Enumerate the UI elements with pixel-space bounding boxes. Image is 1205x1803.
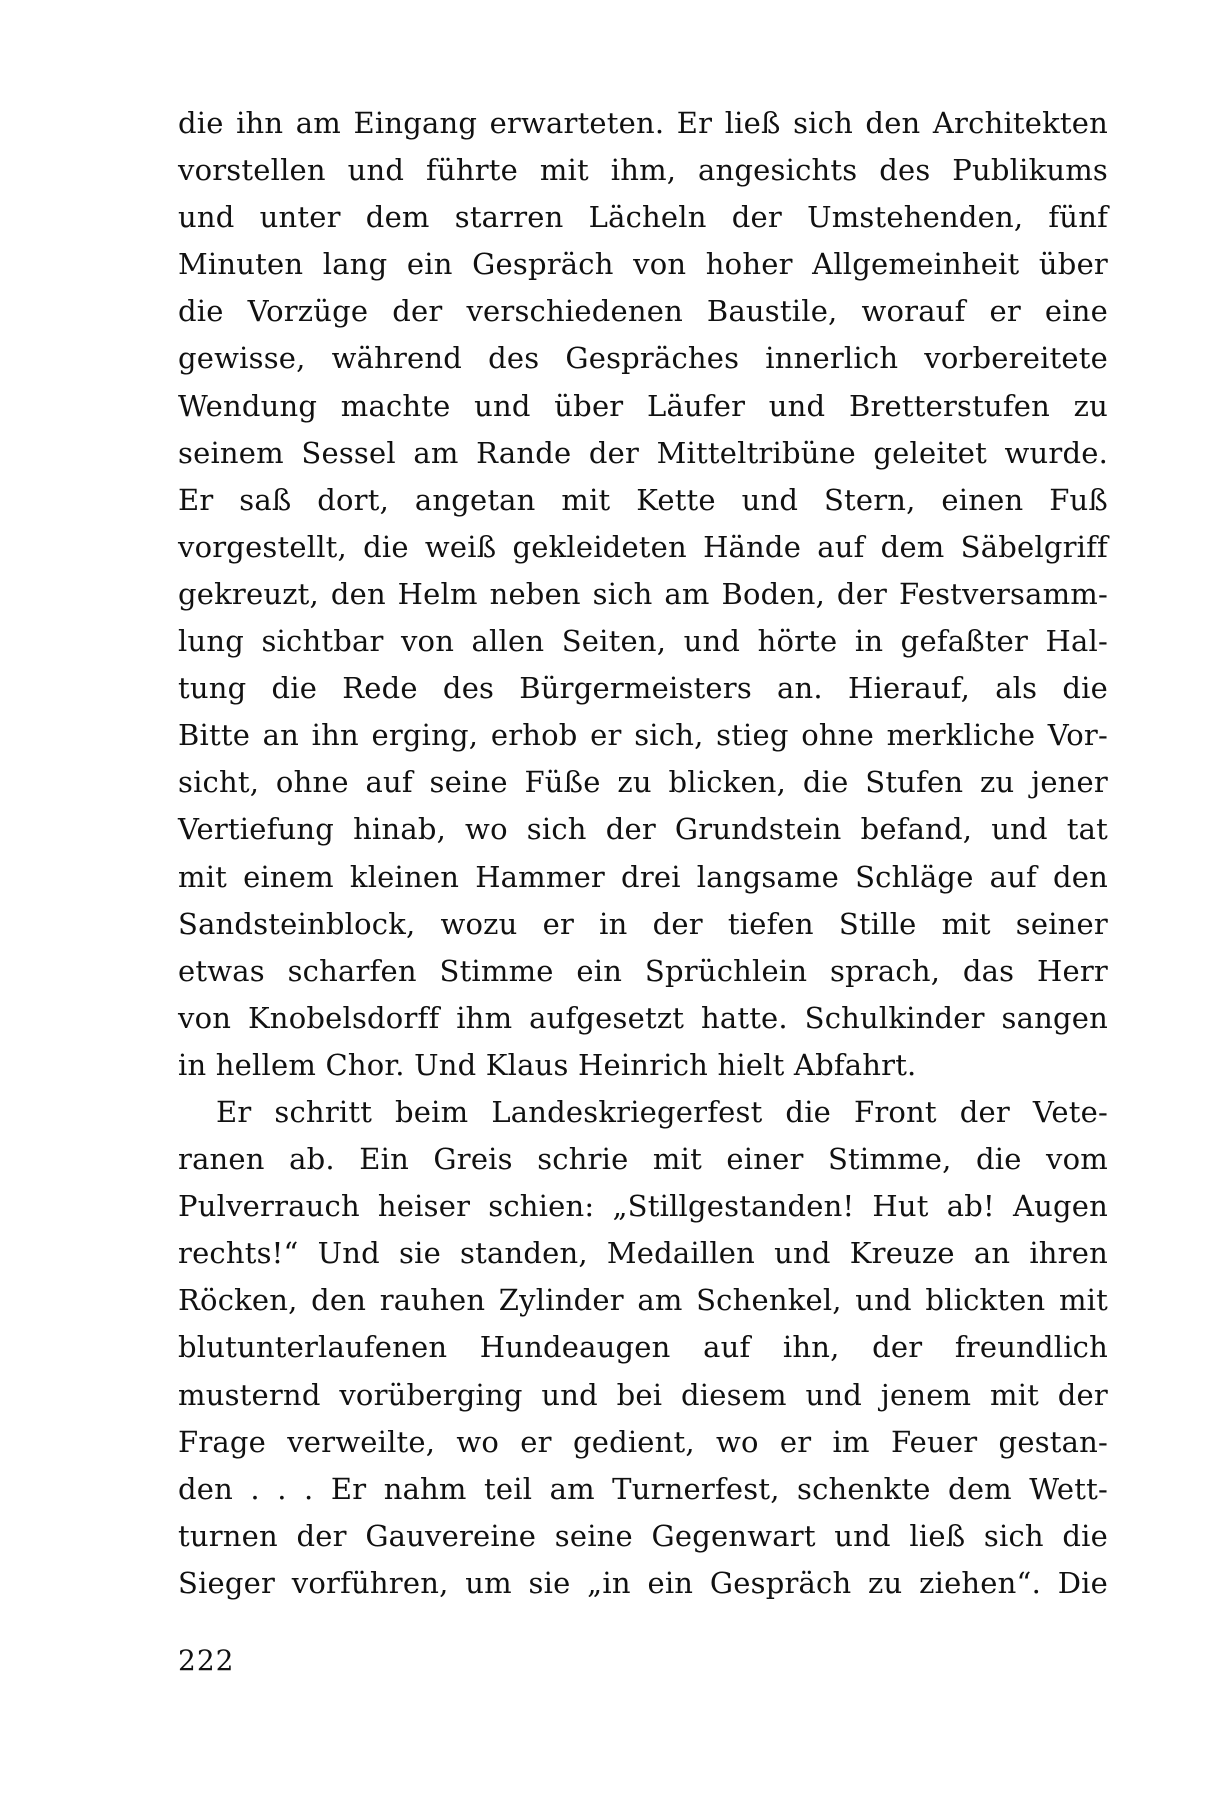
text-line: rechts!“ Und sie standen, Medaillen und Kreuze an ihren (178, 1236, 1108, 1271)
text-line: seinem Sessel am Rande der Mitteltribüne geleitet wurde. (178, 435, 1108, 470)
text-line: Röcken, den rauhen Zylinder am Schenkel, und blickten mit (178, 1283, 1108, 1318)
text-line: gekreuzt, den Helm neben sich am Boden, der Festversamm- (178, 576, 1108, 611)
text-line: Pulverrauch heiser schien: „Stillgestanden! Hut ab! Augen (178, 1189, 1108, 1224)
text-line: vorstellen und führte mit ihm, angesichts des Publikums (178, 153, 1108, 188)
text-line: Er saß dort, angetan mit Kette und Stern, einen Fuß (178, 482, 1108, 517)
text-line: Minuten lang ein Gespräch von hoher Allgemeinheit über (178, 247, 1108, 282)
text-line: tung die Rede des Bürgermeisters an. Hierauf, als die (178, 671, 1108, 706)
text-line: turnen der Gauvereine seine Gegenwart und ließ sich die (178, 1518, 1108, 1553)
text-line: blutunterlaufenen Hundeaugen auf ihn, der freundlich (178, 1330, 1108, 1365)
text-line: sicht, ohne auf seine Füße zu blicken, die Stufen zu jener (178, 765, 1108, 800)
text-line: ranen ab. Ein Greis schrie mit einer Stimme, die vom (178, 1142, 1108, 1177)
text-line: Wendung machte und über Läufer und Bretterstufen zu (178, 388, 1108, 423)
text-line: gewisse, während des Gespräches innerlich vorbereitete (178, 341, 1108, 376)
text-line: den . . . Er nahm teil am Turnerfest, schenkte dem Wett- (178, 1471, 1108, 1506)
text-line: mit einem kleinen Hammer drei langsame Schläge auf den (178, 859, 1108, 894)
paragraph-2 (178, 1089, 1108, 1607)
text-line: Frage verweilte, wo er gedient, wo er im Feuer gestan- (178, 1424, 1108, 1459)
text-line: Bitte an ihn erging, erhob er sich, stieg ohne merkliche Vor- (178, 718, 1108, 753)
text-line: Sandsteinblock, wozu er in der tiefen Stille mit seiner (178, 906, 1108, 941)
text-line: Vertiefung hinab, wo sich der Grundstein befand, und tat (178, 812, 1108, 847)
paragraph-1 (178, 100, 1108, 1089)
text-line: lung sichtbar von allen Seiten, und hörte in gefaßter Hal- (178, 624, 1108, 659)
text-line: etwas scharfen Stimme ein Sprüchlein sprach, das Herr (178, 953, 1108, 988)
text-line: von Knobelsdorff ihm aufgesetzt hatte. Schulkinder sangen (178, 1000, 1108, 1035)
text-line: Sieger vorführen, um sie „in ein Gespräch zu ziehen“. Die (178, 1565, 1108, 1600)
body-text (178, 100, 1108, 1607)
text-line: vorgestellt, die weiß gekleideten Hände auf dem Säbelgriff (178, 529, 1108, 564)
page-number: 222 (178, 1644, 235, 1677)
text-line: die ihn am Eingang erwarteten. Er ließ sich den Architekten (178, 106, 1108, 140)
text-line: und unter dem starren Lächeln der Umstehenden, fünf (178, 200, 1108, 235)
text-line: die Vorzüge der verschiedenen Baustile, worauf er eine (178, 294, 1108, 329)
text-line: in hellem Chor. Und Klaus Heinrich hielt Abfahrt. (178, 1047, 917, 1082)
text-line: Er schritt beim Landeskriegerfest die Front der Vete- (216, 1094, 1108, 1129)
text-line: musternd vorüberging und bei diesem und jenem mit der (178, 1377, 1108, 1412)
